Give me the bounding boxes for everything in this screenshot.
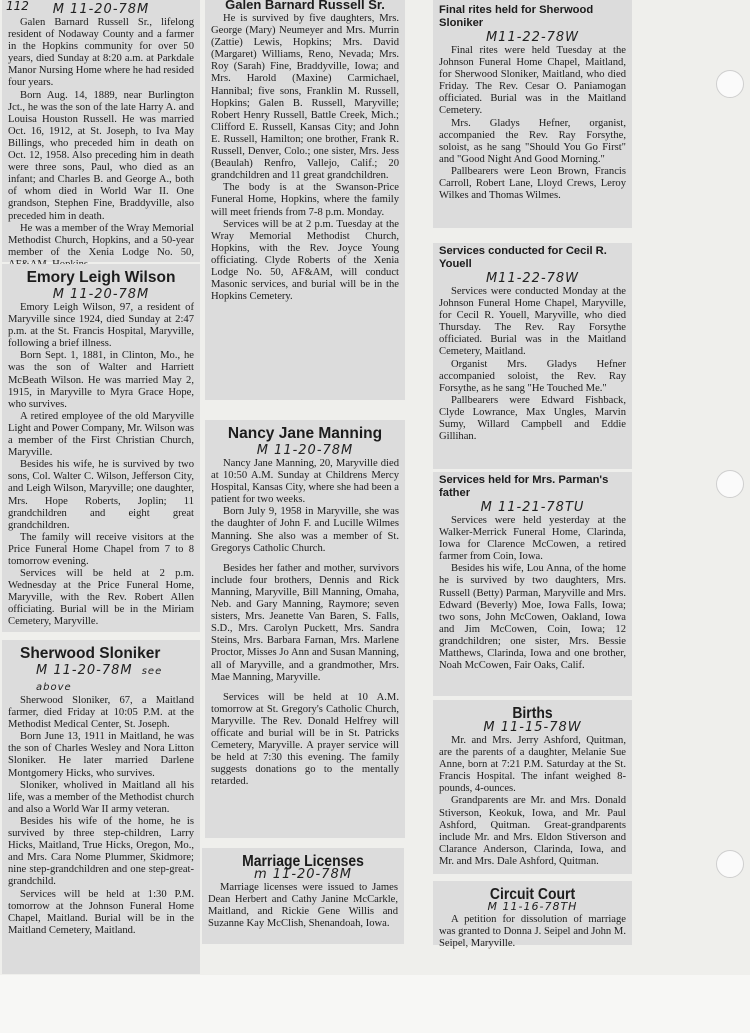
marriage-licenses [202, 848, 404, 944]
paragraph: Final rites were held Tuesday at the Johnson Funeral Home Chapel, Maitland, for Sherwood Sloniker, Maitland, who died Friday. The Rev. Cesar O. Paniamogan officiated. Burial was in the Maitland Cemetery. [439, 45, 626, 117]
obituary-russell-part1 [2, 0, 200, 262]
date-note [8, 663, 194, 695]
paragraph: Besides his wife, he is survived by two sons, Col. Walter C. Wilson, Jefferson City, and Leigh Wilson, Maryville; one daughter, Mrs. Hope Roberts, Joplin; 11 grandchildren and eight great grandchildren. [8, 459, 194, 531]
paragraph: He is survived by five daughters, Mrs. George (Mary) Neumeyer and Mrs. Murrin (Zattie) Lewis, Hopkins; Mrs. David (Margaret) Williams, Reno, Nevada; Mrs. Roy (Sarah) Fine, Braddyville, Iowa; and Mrs. Harold (Maxine) Carmichael, Hannibal; five sons, Franklin M. Russell, Hopkins; Galen B. Russell, Maryville; Robert Henry Russell, Battle Creek, Mich.; Clifford E. Russell, Kansas City; and John E. Russell, Hamilton; one brother, Frank R. Russell, Denver, Colo.; one sister, Mrs. Jess (Beaulah) Renfro, Vallejo, Calif.; 20 grandchildren and 11 great grandchildren. [211, 13, 399, 182]
headline: Final rites held for Sherwood Sloniker [439, 4, 594, 29]
paragraph: Grandparents are Mr. and Mrs. Donald Stiverson, Keokuk, Iowa, and Mr. Paul Ashford, Quitman. Great-grandparents include Mr. and Mrs. Eldon Stiverson and Clarance Anderson, Clarinda, Iowa, and Mr. and Mrs. Dale Ashford, Quitman. [439, 795, 626, 867]
paragraph: Born Aug. 14, 1889, near Burlington Jct., he was the son of the late Harry A. and Louisa Houston Russell. He was married Oct. 16, 1912, at St. Joseph, to Iva May Billings, who preceded him in death on Oct. 12, 1958. Also preceding him in death were three sons, Paul, who died as an infant; and Charles B. and George A., both of whom died in World War II. One grandson, Stephen Fine, Braddyville, also preceded him in death. [8, 89, 194, 222]
paragraph: Born June 13, 1911 in Maitland, he was the son of Charles Wesley and Nora Litton Sloniker. He later married Darlene Montgomery Hicks, who survives. [8, 731, 194, 779]
headline: Circuit Court [489, 886, 576, 903]
date-note: M 11-21-78TU [480, 500, 585, 515]
margin-note: see above [36, 666, 163, 693]
date-note: M11-22-78W [485, 30, 580, 45]
binder-hole-icon [716, 470, 744, 498]
headline: Services conducted for Cecil R. Youell [439, 245, 607, 270]
headline: Emory Leigh Wilson [26, 269, 176, 286]
paragraph: Services were conducted Monday at the Johnson Funeral Home Chapel, Maryville, for Cecil R. Youell, Maryville, who died Thursday. The Rev. Ray Forsythe officiated. Burial was in the Maitland Cemetery, Maitland. [439, 286, 626, 358]
paragraph: Marriage licenses were issued to James Dean Herbert and Cathy Janine McCarkle, Maitland, and Rickie Gene Willis and Suzanne Kay McClish, Shenandoah, Iowa. [208, 882, 398, 930]
paragraph: Besides her father and mother, survivors include four brothers, Dennis and Rick Manning, Maryville, Bill Manning, Omaha, Neb. and Gary Manning, Raymore; seven sisters, Mrs. Jeanette Van Baren, S. Falls, S.D., Mrs. Carolyn Puckett, Mrs. Sandra Steins, Mrs. Barbara Farnan, Mrs. Marlene Proctor, Misses Jo Ann and Susan Manning, all of Maryville, and a grandmother, Mrs. Mae Manning, Maryville. [211, 562, 399, 683]
paragraph: Services will be held at 1:30 P.M. tomorrow at the Johnson Funeral Home Chapel, Maitland. Burial will be in the Maitland Cemetery, Maitland. [8, 888, 194, 936]
paragraph: Galen Barnard Russell Sr., lifelong resident of Nodaway County and a farmer in the Hopkins community for over 50 years, died Sunday at 8:20 a.m. at Parkdale Manor Nursing Home where he had resided four years. [8, 17, 194, 89]
services-youell [433, 243, 632, 469]
paragraph: A retired employee of the old Maryville Light and Power Company, Mr. Wilson was a member of the First Christian Church, Maryville. [8, 410, 194, 459]
paragraph: The body is at the Swanson-Price Funeral Home, Hopkins, where the family will meet friends from 7-8 p.m. Monday. [211, 182, 399, 218]
binder-hole-icon [716, 70, 744, 98]
circuit-court [433, 881, 632, 950]
paragraph: He was a member of the Wray Memorial Methodist Church, Hopkins, and a 50-year member of the Xenia Lodge No. 50, [8, 222, 194, 258]
paragraph: Mrs. Gladys Hefner, organist, accompanied the Rev. Ray Forsythe, soloist, as he sang "Should You Go First" and "Good Night And Good Morning." [439, 117, 626, 165]
paragraph: Services were held yesterday at the Walker-Merrick Funeral Home, Clarinda, Iowa for Clarence McCowen, a retired farmer from Coin, Iowa. [439, 515, 626, 563]
binder-hole-icon [716, 850, 744, 878]
headline: Births [512, 705, 553, 722]
paragraph: The family will receive visitors at the Price Funeral Home Chapel from 7 to 8 tomorrow evening. [8, 531, 194, 567]
headline: Services held for Mrs. Parman's father [439, 474, 609, 499]
paragraph: Sherwood Sloniker, 67, a Maitland farmer, died Friday at 10:05 P.M. at the Methodist Medical Center, St. Joseph. [8, 695, 194, 731]
services-parman [433, 472, 632, 696]
date-note: M 11-20-78M [256, 443, 354, 458]
paragraph: Services will be held at 10 A.M. tomorrow at St. Gregory's Catholic Church, Maryville. The Rev. Donald Helfrey will officate and burial will be in St. Patricks Cemetery, Maryville. A prayer service will be held at 7:30 this evening. The family suggests donations go to the mentally retarded. [211, 691, 399, 788]
paragraph: Services will be held at 2 p.m. Wednesday at the Price Funeral Home, Maryville, with the Rev. Robert Allen officiating. Burial will be in the Miriam Cemetery, Maryville. [8, 568, 194, 628]
date-note: M 11-16-78TH [487, 900, 578, 913]
date-note: m 11-20-78M [253, 867, 353, 882]
date-note: M 11-20-78M [52, 2, 150, 17]
paragraph: Besides his wife of the home, he is survived by three step-children, Larry Hicks, Maitland, True Hicks, Oregon, Mo., and Mrs. Cara Nome Plummer, Skidmore; nine step-grandchildren and one step-great-grandchild. [8, 815, 194, 888]
headline: Galen Barnard Russell Sr. [225, 0, 385, 12]
obituary-wilson [2, 264, 200, 632]
obituary-manning [205, 420, 405, 838]
page-number: 112 [6, 0, 29, 13]
paragraph: Born Sept. 1, 1881, in Clinton, Mo., he was the son of Walter and Harriett McBeath Wilson. He was married May 2, 1915, in Maryville to Myra Grace Hope, who survives. [8, 350, 194, 410]
paragraph: Mr. and Mrs. Jerry Ashford, Quitman, are the parents of a daughter, Melanie Sue Anne, born at 7:21 P.M. Saturday at the St. Francis Hospital. The infant weighed 8-pounds, 4-ounces. [439, 735, 626, 795]
date-note-text: M 11-20-78M [36, 663, 133, 678]
paragraph: Pallbearers were Leon Brown, Francis Carroll, Robert Lane, Lloyd Crews, Leroy Wilkes and Thomas Wilmes. [439, 165, 626, 202]
paragraph: Sloniker, wholived in Maitland all his life, was a member of the Methodist church and also a World War II army veteran. [8, 779, 194, 815]
final-rites-sloniker [433, 0, 632, 228]
date-note: M11-22-78W [485, 271, 580, 286]
obituary-russell-part2 [205, 0, 405, 400]
paragraph: Born July 9, 1958 in Maryville, she was the daughter of John F. and Lucille Wilmes Manning. She also was a member of St. Gregorys Catholic Church. [211, 506, 399, 554]
paragraph: Organist Mrs. Gladys Hefner accompanied soloist, the Rev. Ray Forsythe, as he sang "He Touched Me." [439, 358, 626, 394]
paragraph: Emory Leigh Wilson, 97, a resident of Maryville since 1924, died Sunday at 2:47 p.m. at the St. Francis Hospital, Maryville, following a brief illness. [8, 302, 194, 350]
births [433, 700, 632, 874]
headline: Sherwood Sloniker [20, 645, 161, 662]
date-note: M 11-15-78W [483, 720, 582, 735]
headline: Marriage Licenses [242, 853, 364, 870]
paragraph: Services will be at 2 p.m. Tuesday at the Wray Memorial Methodist Church, Hopkins, with the Rev. Joyce Young officiating. Clyde Roberts of the Xenia Lodge No. 50, AF&AM, will conduct Masonic services, and burial will be in the Hopkins Cemetery. [211, 218, 399, 303]
paragraph: Besides his wife, Lou Anna, of the home he is survived by two daughters, Mrs. Russell (Betty) Parman, Maryville and Mrs. Edward (Beverly) Moe, Iowa Falls, Iowa; two sons, John McCowen, Oakland, Iowa and Jim McCowen, Coin, Iowa; 12 grandchildren; one sister, Mrs. Bessie Matthews, Clarinda, Iowa and one brother, Noah McCowen, Fair Oaks, Calif. [439, 563, 626, 672]
obituary-sloniker [2, 640, 200, 974]
date-note: M 11-20-78M [52, 287, 150, 302]
paragraph: Nancy Jane Manning, 20, Maryville died at 10:50 A.M. Sunday at Childrens Mercy Hospital, Kansas City, where she had been a patient for two weeks. [211, 458, 399, 506]
paragraph: A petition for dissolution of marriage was granted to Donna J. Seipel and John M. Seipel, Maryville. [439, 914, 626, 950]
headline: Nancy Jane Manning [227, 425, 383, 442]
paragraph: Pallbearers were Edward Fishback, Clyde Lowrance, Max Ungles, Marvin Sumy, Willard Campbell and Eddie Gillihan. [439, 394, 626, 443]
